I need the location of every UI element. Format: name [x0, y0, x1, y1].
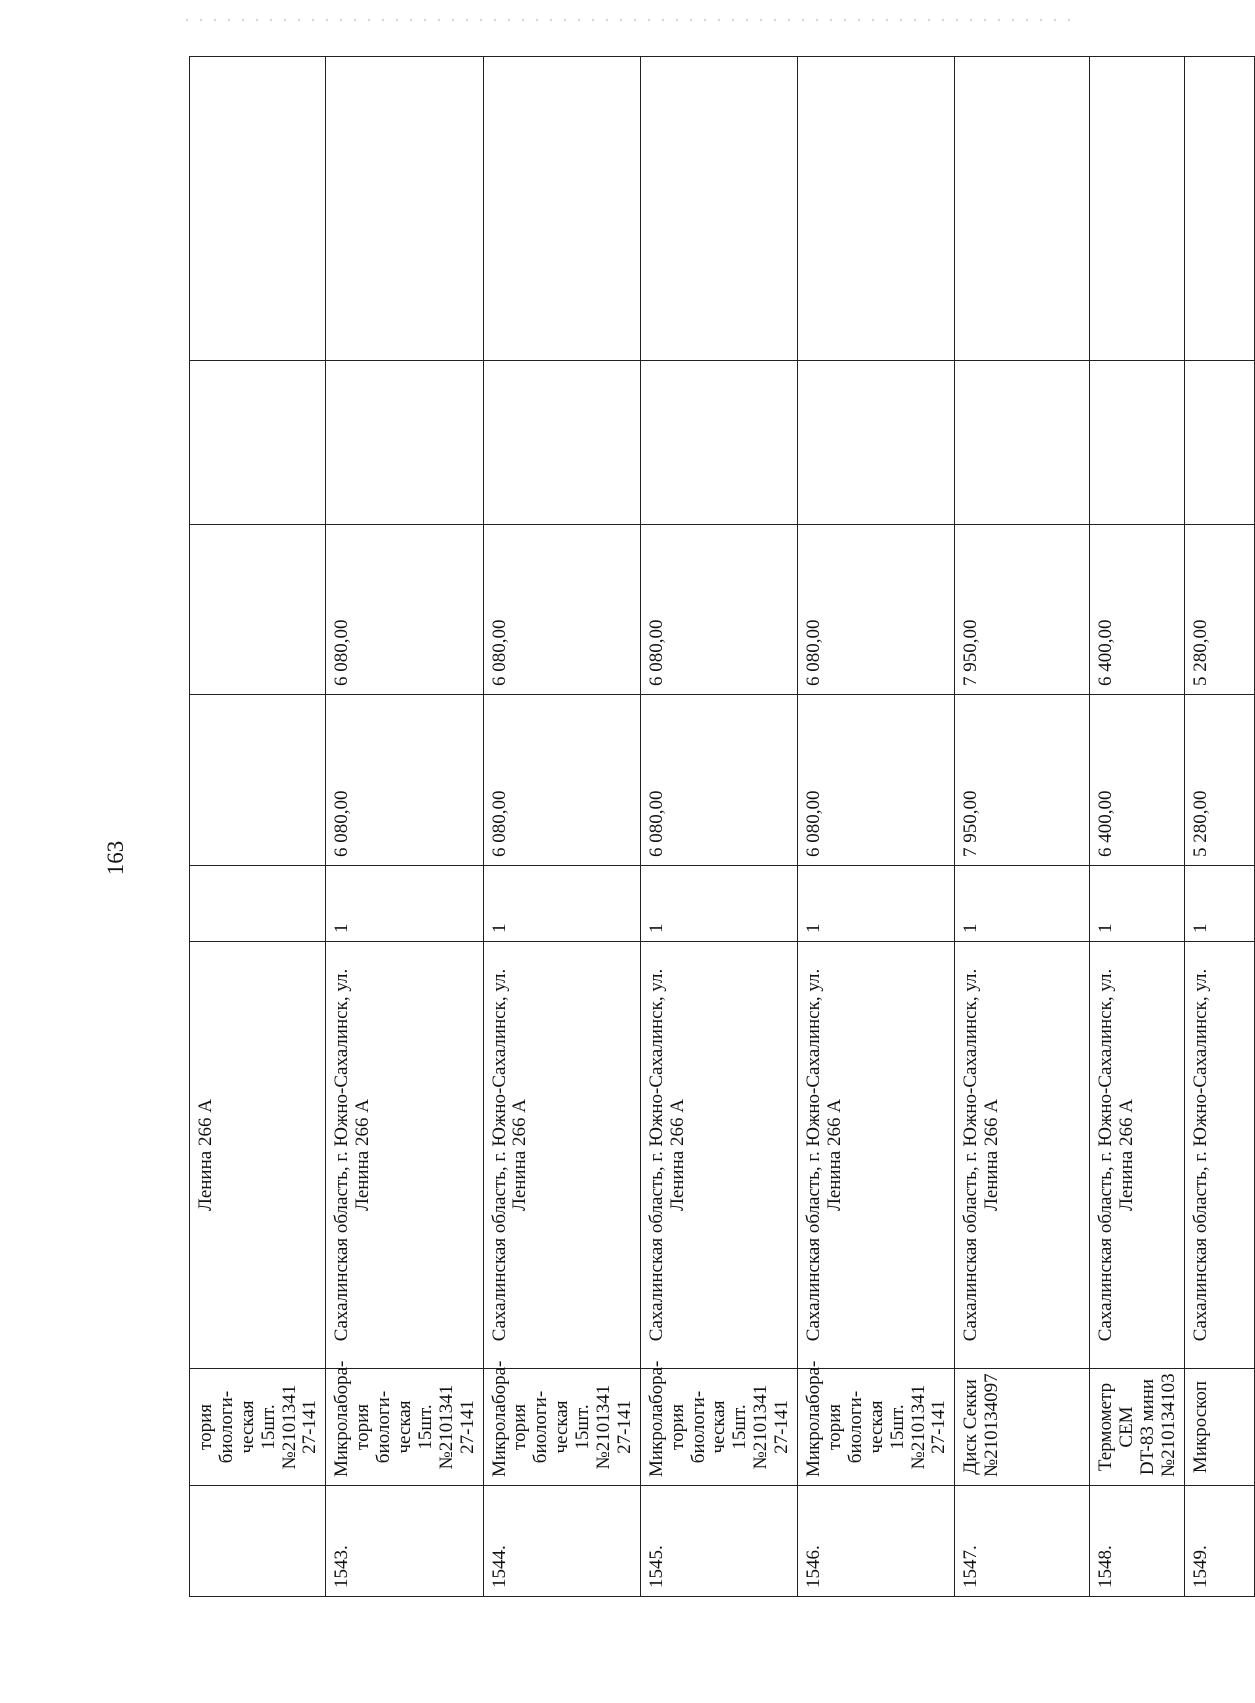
item-residual-value: 6 080,00 [483, 525, 640, 695]
table-row [190, 57, 326, 1597]
table-row [955, 57, 1090, 1597]
item-quantity: 1 [326, 866, 483, 942]
row-number: 1545. [640, 1486, 797, 1597]
table-body [190, 57, 1255, 1597]
item-cost: 6 400,00 [1090, 695, 1185, 866]
item-cost: 6 080,00 [483, 695, 640, 866]
inventory-table [189, 56, 1255, 1597]
row-number: 1548. [1090, 1486, 1185, 1597]
empty-cell [640, 57, 797, 361]
empty-cell [190, 361, 326, 525]
item-address: Сахалинская область, г. Южно-Сахалинск, ул. Ленина 266 А [326, 942, 483, 1369]
item-residual-value: 6 080,00 [798, 525, 955, 695]
item-residual-value: 5 280,00 [1184, 525, 1254, 695]
item-address: Сахалинская область, г. Южно-Сахалинск, ул. Ленина 266 А [1090, 942, 1185, 1369]
item-cost: 6 080,00 [640, 695, 797, 866]
item-name: Микролабора- тория биологи- ческая 15шт.№2101341 27-141 [483, 1369, 640, 1486]
item-quantity: 1 [640, 866, 797, 942]
empty-cell [1090, 57, 1185, 361]
empty-cell [1184, 361, 1254, 525]
item-name: Микролабора- тория биологи- ческая 15шт.№2101341 27-141 [798, 1369, 955, 1486]
row-number: 1549. [1184, 1486, 1254, 1597]
item-name: Микролабора- тория биологи- ческая 15шт.№2101341 27-141 [640, 1369, 797, 1486]
item-residual-value: 6 080,00 [640, 525, 797, 695]
empty-cell [190, 57, 326, 361]
item-name: тория биологи- ческая 15шт.№2101341 27-141 [190, 1369, 326, 1486]
empty-cell [798, 361, 955, 525]
item-quantity [190, 866, 326, 942]
item-name: Микролабора- тория биологи- ческая 15шт.№2101341 27-141 [326, 1369, 483, 1486]
table-row [1090, 57, 1185, 1597]
item-residual-value: 6 080,00 [326, 525, 483, 695]
page-number: 163 [103, 840, 128, 876]
row-number: 1543. [326, 1486, 483, 1597]
item-name: Термометр CEM DT-83 мини №210134103 [1090, 1369, 1185, 1486]
table-row [1184, 57, 1254, 1597]
empty-cell [326, 361, 483, 525]
item-address: Ленина 266 А [190, 942, 326, 1369]
item-cost [190, 695, 326, 866]
item-residual-value: 6 400,00 [1090, 525, 1185, 695]
item-cost: 7 950,00 [955, 695, 1090, 866]
empty-cell [483, 361, 640, 525]
item-quantity: 1 [955, 866, 1090, 942]
scan-noise [180, 18, 1080, 22]
row-number: 1544. [483, 1486, 640, 1597]
item-quantity: 1 [798, 866, 955, 942]
item-address: Сахалинская область, г. Южно-Сахалинск, ул. Ленина 266 А [798, 942, 955, 1369]
item-cost: 6 080,00 [798, 695, 955, 866]
item-residual-value: 7 950,00 [955, 525, 1090, 695]
table-row [640, 57, 797, 1597]
item-quantity: 1 [1090, 866, 1185, 942]
empty-cell [1090, 361, 1185, 525]
table-row [483, 57, 640, 1597]
empty-cell [326, 57, 483, 361]
item-quantity: 1 [1184, 866, 1254, 942]
item-residual-value [190, 525, 326, 695]
item-name: Микроскоп [1184, 1369, 1254, 1486]
row-number [190, 1486, 326, 1597]
item-name: Диск Секки №210134097 [955, 1369, 1090, 1486]
empty-cell [1184, 57, 1254, 361]
inventory-table-container [189, 57, 1211, 1597]
item-address: Сахалинская область, г. Южно-Сахалинск, ул. Ленина 266 А [483, 942, 640, 1369]
item-quantity: 1 [483, 866, 640, 942]
table-row [798, 57, 955, 1597]
empty-cell [955, 361, 1090, 525]
empty-cell [955, 57, 1090, 361]
item-address: Сахалинская область, г. Южно-Сахалинск, ул. Ленина 266 А [640, 942, 797, 1369]
row-number: 1547. [955, 1486, 1090, 1597]
item-cost: 5 280,00 [1184, 695, 1254, 866]
table-row [326, 57, 483, 1597]
item-address: Сахалинская область, г. Южно-Сахалинск, ул. Ленина 266 А [955, 942, 1090, 1369]
item-address: Сахалинская область, г. Южно-Сахалинск, ул. [1184, 942, 1254, 1369]
empty-cell [640, 361, 797, 525]
item-cost: 6 080,00 [326, 695, 483, 866]
empty-cell [798, 57, 955, 361]
empty-cell [483, 57, 640, 361]
row-number: 1546. [798, 1486, 955, 1597]
